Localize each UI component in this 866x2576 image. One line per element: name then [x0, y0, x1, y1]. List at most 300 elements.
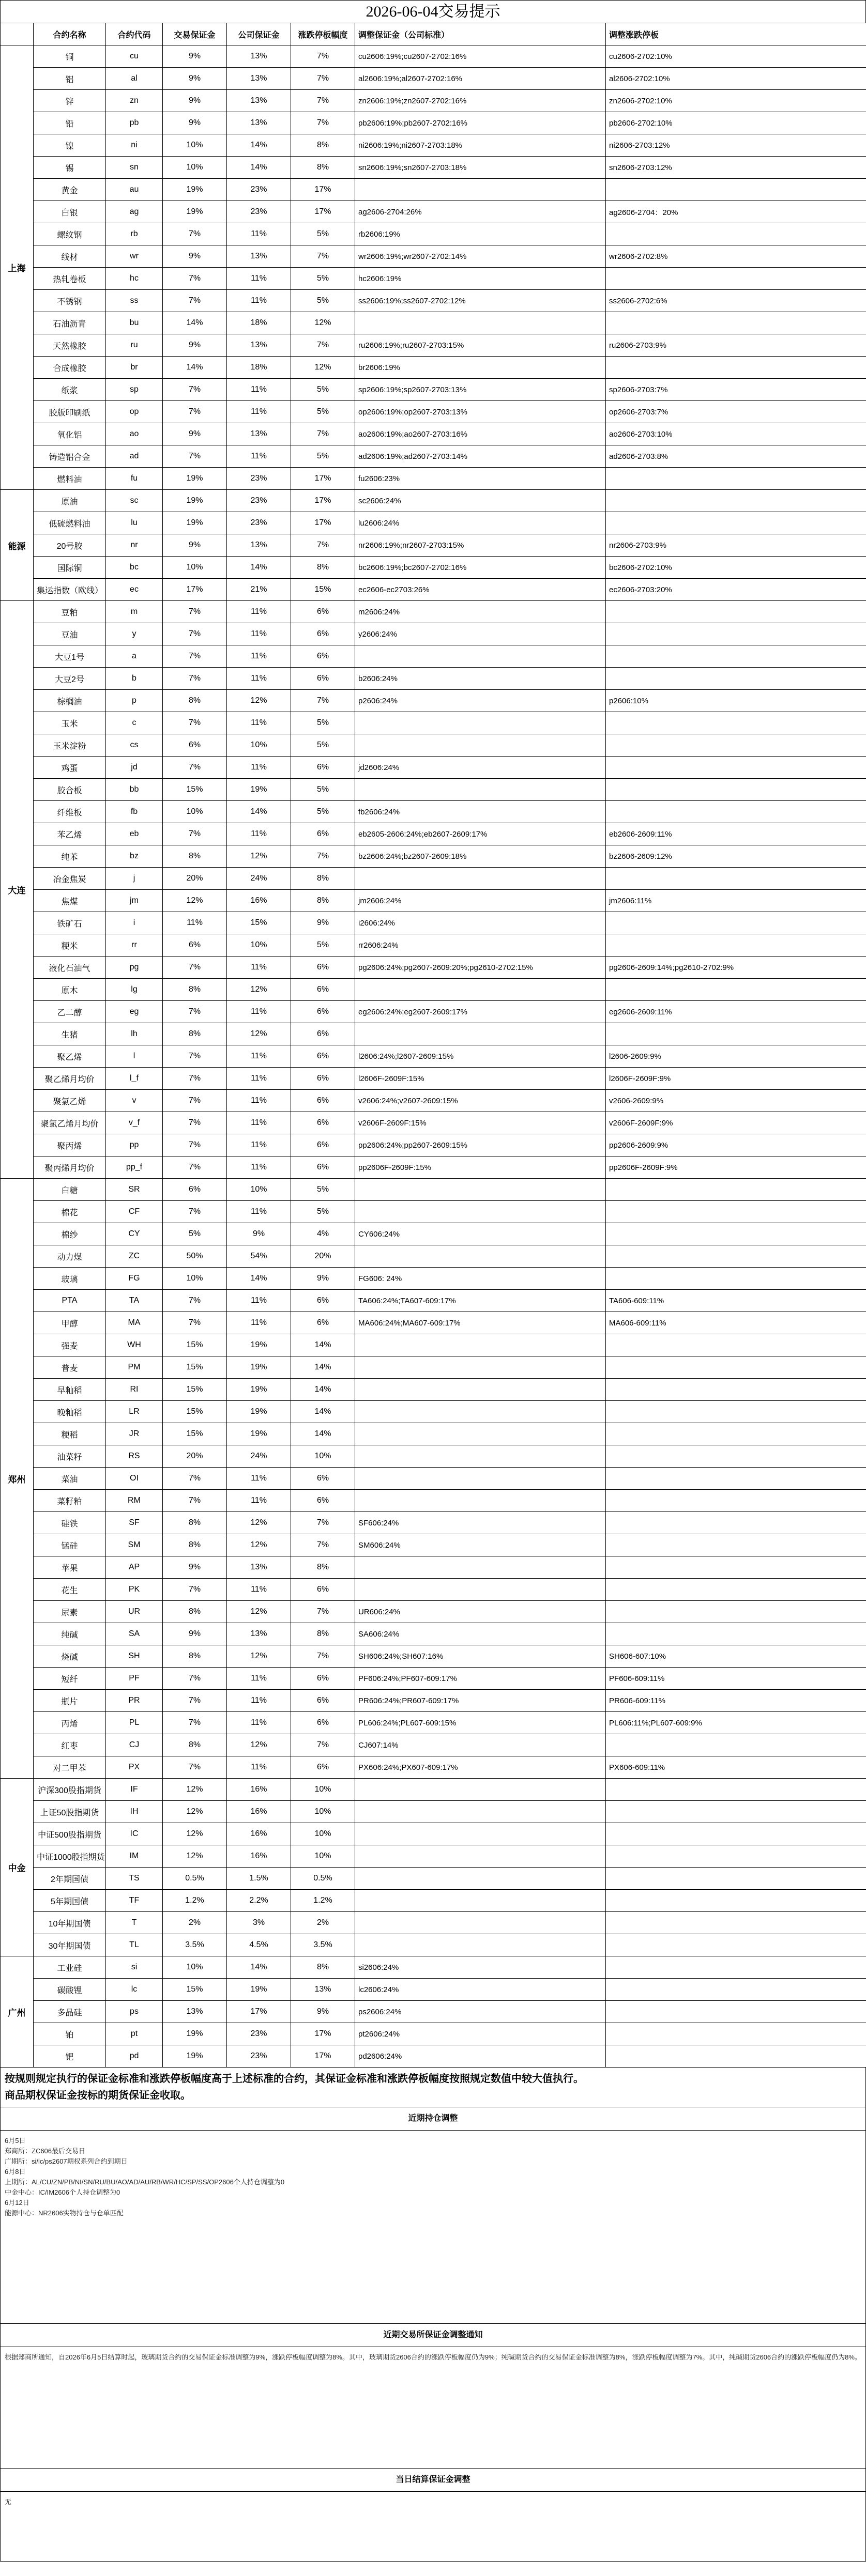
table-row — [1, 1845, 866, 1868]
adjusted-limit-cell — [606, 1179, 866, 1201]
table-row — [1, 868, 866, 890]
adjusted-margin-cell: SA606:24% — [355, 1623, 606, 1645]
contract-code-cell: lc — [106, 1979, 163, 2001]
limit-range-cell: 6% — [291, 1001, 355, 1023]
company-margin-cell: 23% — [227, 468, 291, 490]
contract-name-cell: 烧碱 — [34, 1645, 106, 1668]
adjusted-limit-cell — [606, 1245, 866, 1268]
contract-name-cell: 纸浆 — [34, 379, 106, 401]
adjusted-margin-cell — [355, 734, 606, 757]
limit-range-cell: 7% — [291, 245, 355, 268]
table-row — [1, 112, 866, 134]
adjusted-margin-cell — [355, 1912, 606, 1934]
contract-name-cell: 白糖 — [34, 1179, 106, 1201]
table-row — [1, 668, 866, 690]
contract-name-cell: 锌 — [34, 90, 106, 112]
table-row — [1, 1023, 866, 1045]
adjusted-limit-cell — [606, 779, 866, 801]
table-body — [1, 45, 866, 2068]
company-margin-cell: 13% — [227, 334, 291, 357]
adjusted-margin-cell — [355, 645, 606, 668]
contract-name-cell: 纯碱 — [34, 1623, 106, 1645]
contract-code-cell: j — [106, 868, 163, 890]
adjusted-limit-cell: PF606-609:11% — [606, 1668, 866, 1690]
adjusted-margin-cell: PX606:24%;PX607-609:17% — [355, 1756, 606, 1779]
page-title: 2026-06-04交易提示 — [0, 0, 866, 23]
exchange-cell: 广州 — [1, 1956, 34, 2068]
table-row — [1, 1534, 866, 1556]
adjusted-margin-cell: FG606: 24% — [355, 1268, 606, 1290]
adjusted-margin-cell: l2606:24%;l2607-2609:15% — [355, 1045, 606, 1068]
table-row — [1, 1290, 866, 1312]
adjusted-limit-cell — [606, 623, 866, 645]
adjusted-limit-cell: ss2606-2702:6% — [606, 290, 866, 312]
trade-margin-cell: 7% — [163, 1690, 227, 1712]
table-row — [1, 1001, 866, 1023]
contract-code-cell: PF — [106, 1668, 163, 1690]
adjusted-limit-cell: sn2606-2703:12% — [606, 157, 866, 179]
contract-code-cell: au — [106, 179, 163, 201]
contract-name-cell: 集运指数（欧线） — [34, 579, 106, 601]
company-margin-cell: 12% — [227, 1512, 291, 1534]
contract-name-cell: 镍 — [34, 134, 106, 157]
limit-range-cell: 7% — [291, 423, 355, 445]
adjusted-limit-cell — [606, 1934, 866, 1956]
adjusted-limit-cell: op2606-2703:7% — [606, 401, 866, 423]
trade-margin-cell: 6% — [163, 734, 227, 757]
company-margin-cell: 16% — [227, 1779, 291, 1801]
contract-code-cell: nr — [106, 534, 163, 557]
table-row — [1, 1490, 866, 1512]
table-row — [1, 1268, 866, 1290]
adjusted-limit-cell — [606, 512, 866, 534]
trade-margin-cell: 20% — [163, 868, 227, 890]
trade-margin-cell: 10% — [163, 801, 227, 823]
table-row — [1, 1890, 866, 1912]
company-margin-cell: 11% — [227, 712, 291, 734]
limit-range-cell: 0.5% — [291, 1868, 355, 1890]
company-margin-cell: 10% — [227, 734, 291, 757]
header-exchange — [1, 23, 34, 45]
adjusted-margin-cell: al2606:19%;al2607-2702:16% — [355, 68, 606, 90]
table-row — [1, 845, 866, 868]
contract-code-cell: ec — [106, 579, 163, 601]
contract-name-cell: 纤维板 — [34, 801, 106, 823]
trade-margin-cell: 6% — [163, 934, 227, 957]
adjusted-margin-cell — [355, 1423, 606, 1445]
company-margin-cell: 19% — [227, 1379, 291, 1401]
contract-name-cell: 5年期国债 — [34, 1890, 106, 1912]
table-row — [1, 1912, 866, 1934]
table-row — [1, 534, 866, 557]
company-margin-cell: 11% — [227, 1134, 291, 1156]
adjusted-margin-cell — [355, 179, 606, 201]
contract-name-cell: 尿素 — [34, 1601, 106, 1623]
contract-name-cell: 菜油 — [34, 1468, 106, 1490]
contract-code-cell: v_f — [106, 1112, 163, 1134]
contract-name-cell: 晚籼稻 — [34, 1401, 106, 1423]
adjusted-margin-cell: l2606F-2609F:15% — [355, 1068, 606, 1090]
limit-range-cell: 12% — [291, 312, 355, 334]
trade-margin-cell: 7% — [163, 1490, 227, 1512]
contract-name-cell: 聚乙烯月均价 — [34, 1068, 106, 1090]
company-margin-cell: 13% — [227, 68, 291, 90]
limit-range-cell: 17% — [291, 179, 355, 201]
company-margin-cell: 12% — [227, 690, 291, 712]
limit-range-cell: 5% — [291, 268, 355, 290]
company-margin-cell: 11% — [227, 757, 291, 779]
adjusted-margin-cell: CY606:24% — [355, 1223, 606, 1245]
company-margin-cell: 11% — [227, 1001, 291, 1023]
adjusted-limit-cell — [606, 1801, 866, 1823]
adjusted-limit-cell — [606, 1868, 866, 1890]
contract-name-cell: 天然橡胶 — [34, 334, 106, 357]
contract-name-cell: 石油沥青 — [34, 312, 106, 334]
trade-margin-cell: 7% — [163, 445, 227, 468]
table-row — [1, 1445, 866, 1468]
contract-name-cell: 聚乙烯 — [34, 1045, 106, 1068]
table-row — [1, 268, 866, 290]
table-row — [1, 1401, 866, 1423]
company-margin-cell: 11% — [227, 1312, 291, 1334]
limit-range-cell: 10% — [291, 1823, 355, 1845]
company-margin-cell: 15% — [227, 912, 291, 934]
contract-name-cell: 聚氯乙烯 — [34, 1090, 106, 1112]
limit-range-cell: 6% — [291, 1290, 355, 1312]
trade-margin-cell: 7% — [163, 623, 227, 645]
contract-name-cell: 碳酸锂 — [34, 1979, 106, 2001]
adjusted-margin-cell: ru2606:19%;ru2607-2703:15% — [355, 334, 606, 357]
limit-range-cell: 6% — [291, 757, 355, 779]
header-cell: 调整涨跌停板 — [606, 23, 866, 45]
table-row — [1, 1045, 866, 1068]
adjusted-limit-cell — [606, 757, 866, 779]
trade-margin-cell: 15% — [163, 1401, 227, 1423]
adjusted-margin-cell — [355, 1801, 606, 1823]
company-margin-cell: 11% — [227, 1756, 291, 1779]
adjusted-limit-cell: cu2606-2702:10% — [606, 45, 866, 68]
adjusted-limit-cell — [606, 223, 866, 245]
contract-name-cell: 丙烯 — [34, 1712, 106, 1734]
adjusted-limit-cell: l2606-2609:9% — [606, 1045, 866, 1068]
adjusted-margin-cell: si2606:24% — [355, 1956, 606, 1979]
trade-margin-cell: 12% — [163, 890, 227, 912]
limit-range-cell: 7% — [291, 1512, 355, 1534]
table-row — [1, 1956, 866, 1979]
contract-code-cell: IM — [106, 1845, 163, 1868]
adjusted-margin-cell: ec2606-ec2703:26% — [355, 579, 606, 601]
contract-code-cell: ag — [106, 201, 163, 223]
contract-code-cell: TS — [106, 1868, 163, 1890]
table-row — [1, 1668, 866, 1690]
company-margin-cell: 10% — [227, 1179, 291, 1201]
adjusted-limit-cell: jm2606:11% — [606, 890, 866, 912]
contract-name-cell: 中证500股指期货 — [34, 1823, 106, 1845]
table-row — [1, 801, 866, 823]
company-margin-cell: 23% — [227, 2045, 291, 2068]
contract-code-cell: bc — [106, 557, 163, 579]
trade-margin-cell: 9% — [163, 423, 227, 445]
contract-name-cell: 白银 — [34, 201, 106, 223]
trade-margin-cell: 20% — [163, 1445, 227, 1468]
trade-margin-cell: 19% — [163, 490, 227, 512]
adjusted-limit-cell — [606, 468, 866, 490]
section-body: 无 — [5, 2498, 12, 2506]
limit-range-cell: 6% — [291, 1090, 355, 1112]
adjusted-limit-cell: MA606-609:11% — [606, 1312, 866, 1334]
contract-name-cell: 纯苯 — [34, 845, 106, 868]
header-cell: 合约代码 — [106, 23, 163, 45]
limit-range-cell: 14% — [291, 1334, 355, 1356]
adjusted-limit-cell: bc2606-2702:10% — [606, 557, 866, 579]
company-margin-cell: 12% — [227, 1645, 291, 1668]
limit-range-cell: 6% — [291, 1312, 355, 1334]
contract-name-cell: 国际铜 — [34, 557, 106, 579]
contract-code-cell: i — [106, 912, 163, 934]
contract-name-cell: 螺纹钢 — [34, 223, 106, 245]
table-row — [1, 957, 866, 979]
adjusted-limit-cell: al2606-2702:10% — [606, 68, 866, 90]
company-margin-cell: 13% — [227, 45, 291, 68]
company-margin-cell: 11% — [227, 1579, 291, 1601]
table-row — [1, 1223, 866, 1245]
adjusted-margin-cell: ni2606:19%;ni2607-2703:18% — [355, 134, 606, 157]
adjusted-limit-cell: TA606-609:11% — [606, 1290, 866, 1312]
adjusted-margin-cell: p2606:24% — [355, 690, 606, 712]
contract-code-cell: SH — [106, 1645, 163, 1668]
contract-name-cell: 短纤 — [34, 1668, 106, 1690]
trade-margin-cell: 7% — [163, 601, 227, 623]
limit-range-cell: 14% — [291, 1423, 355, 1445]
table-row — [1, 1179, 866, 1201]
adjusted-limit-cell — [606, 1956, 866, 1979]
adjusted-margin-cell: pt2606:24% — [355, 2023, 606, 2045]
limit-range-cell: 10% — [291, 1445, 355, 1468]
adjusted-limit-cell — [606, 1512, 866, 1534]
contract-code-cell: RI — [106, 1379, 163, 1401]
contract-code-cell: pg — [106, 957, 163, 979]
company-margin-cell: 19% — [227, 779, 291, 801]
table-header-row — [1, 23, 866, 45]
limit-range-cell: 5% — [291, 934, 355, 957]
contract-code-cell: RS — [106, 1445, 163, 1468]
contract-code-cell: SF — [106, 1512, 163, 1534]
adjusted-margin-cell: sp2606:19%;sp2607-2703:13% — [355, 379, 606, 401]
table-row — [1, 1201, 866, 1223]
adjusted-limit-cell — [606, 312, 866, 334]
trade-margin-cell: 7% — [163, 823, 227, 845]
adjusted-limit-cell — [606, 1912, 866, 1934]
contract-code-cell: l_f — [106, 1068, 163, 1090]
position-adjust-section — [0, 2107, 866, 2324]
adjusted-limit-cell: v2606F-2609F:9% — [606, 1112, 866, 1134]
company-margin-cell: 11% — [227, 1712, 291, 1734]
contract-name-cell: 聚氯乙烯月均价 — [34, 1112, 106, 1134]
adjusted-margin-cell: fb2606:24% — [355, 801, 606, 823]
trade-margin-cell: 8% — [163, 845, 227, 868]
contract-code-cell: CF — [106, 1201, 163, 1223]
adjusted-limit-cell — [606, 1356, 866, 1379]
exchange-cell: 大连 — [1, 601, 34, 1179]
table-row — [1, 90, 866, 112]
adjusted-margin-cell: pg2606:24%;pg2607-2609:20%;pg2610-2702:15% — [355, 957, 606, 979]
contract-name-cell: 粳米 — [34, 934, 106, 957]
trade-margin-cell: 19% — [163, 2023, 227, 2045]
contract-name-cell: 胶合板 — [34, 779, 106, 801]
adjusted-limit-cell: zn2606-2702:10% — [606, 90, 866, 112]
trade-margin-cell: 10% — [163, 557, 227, 579]
exchange-cell: 能源 — [1, 490, 34, 601]
adjusted-margin-cell: nr2606:19%;nr2607-2703:15% — [355, 534, 606, 557]
trade-margin-cell: 7% — [163, 1090, 227, 1112]
trading-table — [0, 23, 866, 2068]
adjusted-margin-cell — [355, 1356, 606, 1379]
table-row — [1, 1690, 866, 1712]
limit-range-cell: 5% — [291, 779, 355, 801]
contract-code-cell: TL — [106, 1934, 163, 1956]
company-margin-cell: 4.5% — [227, 1934, 291, 1956]
adjusted-limit-cell: pp2606F-2609F:9% — [606, 1156, 866, 1179]
company-margin-cell: 11% — [227, 1468, 291, 1490]
table-row — [1, 1601, 866, 1623]
company-margin-cell: 11% — [227, 1668, 291, 1690]
company-margin-cell: 11% — [227, 1045, 291, 1068]
section-title: 近期交易所保证金调整通知 — [1, 2324, 865, 2347]
trade-margin-cell: 7% — [163, 290, 227, 312]
adjusted-limit-cell — [606, 912, 866, 934]
adjusted-margin-cell: SH606:24%;SH607:16% — [355, 1645, 606, 1668]
table-row — [1, 1756, 866, 1779]
limit-range-cell: 17% — [291, 512, 355, 534]
table-row — [1, 557, 866, 579]
limit-range-cell: 9% — [291, 1268, 355, 1290]
company-margin-cell: 12% — [227, 1534, 291, 1556]
limit-range-cell: 4% — [291, 1223, 355, 1245]
adjusted-limit-cell — [606, 1823, 866, 1845]
company-margin-cell: 18% — [227, 357, 291, 379]
company-margin-cell: 11% — [227, 1156, 291, 1179]
adjusted-margin-cell — [355, 1823, 606, 1845]
adjusted-limit-cell — [606, 1401, 866, 1423]
company-margin-cell: 14% — [227, 157, 291, 179]
adjusted-margin-cell — [355, 312, 606, 334]
trade-margin-cell: 9% — [163, 334, 227, 357]
contract-name-cell: 原油 — [34, 490, 106, 512]
company-margin-cell: 23% — [227, 490, 291, 512]
adjusted-margin-cell: rr2606:24% — [355, 934, 606, 957]
adjusted-limit-cell — [606, 979, 866, 1001]
company-margin-cell: 11% — [227, 668, 291, 690]
limit-range-cell: 7% — [291, 845, 355, 868]
limit-range-cell: 20% — [291, 1245, 355, 1268]
table-row — [1, 201, 866, 223]
limit-range-cell: 6% — [291, 1468, 355, 1490]
contract-name-cell: 瓶片 — [34, 1690, 106, 1712]
trade-margin-cell: 19% — [163, 2045, 227, 2068]
contract-code-cell: eg — [106, 1001, 163, 1023]
adjusted-margin-cell — [355, 1556, 606, 1579]
table-row — [1, 2023, 866, 2045]
table-row — [1, 334, 866, 357]
contract-name-cell: 大豆1号 — [34, 645, 106, 668]
trade-margin-cell: 7% — [163, 957, 227, 979]
adjusted-margin-cell: bz2606:24%;bz2607-2609:18% — [355, 845, 606, 868]
contract-code-cell: WH — [106, 1334, 163, 1356]
adjusted-margin-cell — [355, 1179, 606, 1201]
limit-range-cell: 8% — [291, 868, 355, 890]
adjusted-limit-cell — [606, 1601, 866, 1623]
table-row — [1, 1868, 866, 1890]
limit-range-cell: 7% — [291, 90, 355, 112]
adjusted-limit-cell: ad2606-2703:8% — [606, 445, 866, 468]
company-margin-cell: 19% — [227, 1401, 291, 1423]
adjusted-margin-cell: CJ607:14% — [355, 1734, 606, 1756]
trade-margin-cell: 17% — [163, 579, 227, 601]
limit-range-cell: 6% — [291, 1690, 355, 1712]
adjusted-margin-cell — [355, 779, 606, 801]
limit-range-cell: 7% — [291, 112, 355, 134]
company-margin-cell: 14% — [227, 801, 291, 823]
adjusted-margin-cell: PL606:24%;PL607-609:15% — [355, 1712, 606, 1734]
table-row — [1, 312, 866, 334]
table-row — [1, 134, 866, 157]
trade-margin-cell: 1.2% — [163, 1890, 227, 1912]
company-margin-cell: 14% — [227, 1956, 291, 1979]
contract-code-cell: rr — [106, 934, 163, 957]
contract-code-cell: MA — [106, 1312, 163, 1334]
trade-margin-cell: 12% — [163, 1845, 227, 1868]
contract-code-cell: RM — [106, 1490, 163, 1512]
table-row — [1, 357, 866, 379]
adjusted-margin-cell: ao2606:19%;ao2607-2703:16% — [355, 423, 606, 445]
adjusted-limit-cell — [606, 734, 866, 757]
contract-name-cell: 液化石油气 — [34, 957, 106, 979]
contract-name-cell: 沪深300股指期货 — [34, 1779, 106, 1801]
contract-code-cell: TA — [106, 1290, 163, 1312]
adjusted-limit-cell — [606, 668, 866, 690]
limit-range-cell: 6% — [291, 1156, 355, 1179]
header-cell: 公司保证金 — [227, 23, 291, 45]
trade-margin-cell: 8% — [163, 1601, 227, 1623]
trade-margin-cell: 12% — [163, 1801, 227, 1823]
trade-margin-cell: 8% — [163, 690, 227, 712]
adjusted-limit-cell: PR606-609:11% — [606, 1690, 866, 1712]
limit-range-cell: 7% — [291, 1534, 355, 1556]
company-margin-cell: 13% — [227, 245, 291, 268]
contract-name-cell: 工业硅 — [34, 1956, 106, 1979]
limit-range-cell: 17% — [291, 490, 355, 512]
adjusted-margin-cell: pp2606:24%;pp2607-2609:15% — [355, 1134, 606, 1156]
adjusted-limit-cell — [606, 868, 866, 890]
table-row — [1, 690, 866, 712]
company-margin-cell: 11% — [227, 401, 291, 423]
table-row — [1, 1245, 866, 1268]
contract-name-cell: 红枣 — [34, 1734, 106, 1756]
trade-margin-cell: 7% — [163, 223, 227, 245]
trade-margin-cell: 9% — [163, 90, 227, 112]
contract-name-cell: 合成橡胶 — [34, 357, 106, 379]
trade-margin-cell: 9% — [163, 68, 227, 90]
header-cell: 交易保证金 — [163, 23, 227, 45]
company-margin-cell: 1.5% — [227, 1868, 291, 1890]
adjusted-limit-cell: v2606-2609:9% — [606, 1090, 866, 1112]
adjusted-limit-cell — [606, 179, 866, 201]
exchange-cell: 上海 — [1, 45, 34, 490]
trade-margin-cell: 7% — [163, 1045, 227, 1068]
contract-name-cell: 2年期国债 — [34, 1868, 106, 1890]
adjusted-limit-cell: PX606-609:11% — [606, 1756, 866, 1779]
limit-range-cell: 8% — [291, 1956, 355, 1979]
